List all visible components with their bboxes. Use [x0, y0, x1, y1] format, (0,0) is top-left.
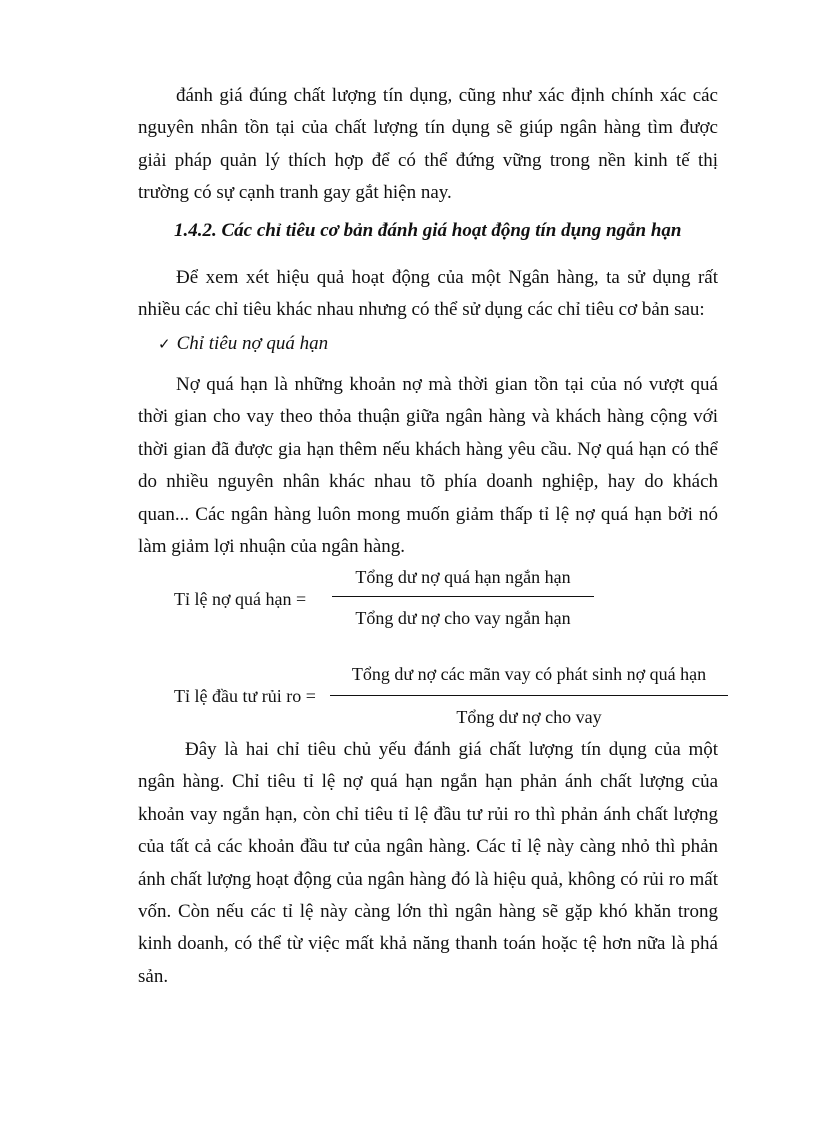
formula2-numerator: Tổng dư nợ các mãn vay có phát sinh nợ quá hạn: [351, 664, 707, 684]
formula1-denominator: Tổng dư nợ cho vay ngắn hạn: [355, 608, 571, 628]
formula1-numerator: Tổng dư nợ quá hạn ngắn hạn: [355, 567, 571, 587]
formula2-fraction-bar: [330, 695, 728, 696]
check-icon: ✓: [158, 335, 171, 353]
formula1-fraction-bar: [332, 596, 594, 597]
conclusion-paragraph: Đây là hai chỉ tiêu chủ yếu đánh giá chất lượng tín dụng của một ngân hàng. Chỉ tiêu tỉ lệ nợ quá hạn ngắn hạn phản ánh chất lượng của khoản vay ngắn hạn, còn chỉ tiêu tỉ lệ đầu tư rủi ro thì phản ánh chất lượng của tất cả các khoản đầu tư của ngân hàng. Các tỉ lệ này càng nhỏ thì phản ánh chất lượng hoạt động của ngân hàng đó là hiệu quả, không có rủi ro mất vốn. Còn nếu các tỉ lệ này càng lớn thì ngân hàng sẽ gặp khó khăn trong kinh doanh, có thể từ việc mất khả năng thanh toán hoặc tệ hơn nữa là phá sản.: [138, 739, 718, 987]
formula2-label: Tỉ lệ đầu tư rủi ro =: [174, 686, 316, 706]
formula2-denominator: Tổng dư nợ cho vay: [456, 707, 602, 727]
section-intro-paragraph: Để xem xét hiệu quả hoạt động của một Ngân hàng, ta sử dụng rất nhiều các chỉ tiêu khác nhau nhưng có thể sử dụng các chỉ tiêu cơ bản sau:: [138, 267, 718, 321]
bullet-label: Chỉ tiêu nợ quá hạn: [176, 333, 329, 354]
formula1-label: Tỉ lệ nợ quá hạn =: [174, 589, 307, 609]
intro-paragraph: đánh giá đúng chất lượng tín dụng, cũng như xác định chính xác các nguyên nhân tồn tại của chất lượng tín dụng sẽ giúp ngân hàng tìm được giải pháp quản lý thích hợp để có thể đứng vững trong nền kinh tế thị trường có sự cạnh tranh gay gắt hiện nay.: [138, 85, 718, 204]
bullet-item: [158, 333, 328, 355]
section-heading: 1.4.2. Các chỉ tiêu cơ bản đánh giá hoạt động tín dụng ngắn hạn: [174, 220, 682, 241]
overdue-paragraph: Nợ quá hạn là những khoản nợ mà thời gian tồn tại của nó vượt quá thời gian cho vay theo thỏa thuận giữa ngân hàng và khách hàng cộng với thời gian đã được gia hạn thêm nếu khách hàng yêu cầu. Nợ quá hạn có thể do nhiều nguyên nhân khác nhau tõ phía doanh nghiệp, hay do khách quan... Các ngân hàng luôn mong muốn giảm thấp tỉ lệ nợ quá hạn bởi nó làm giảm lợi nhuận của ngân hàng.: [138, 374, 718, 558]
